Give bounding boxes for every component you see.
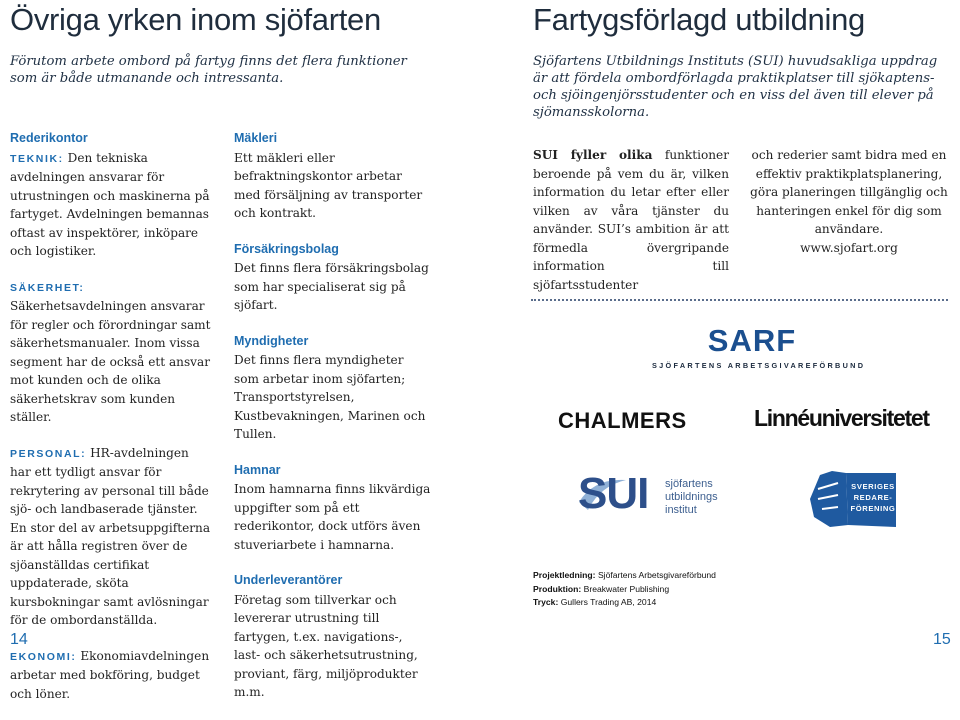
text-underleverantorer: Företag som tillverkar och levererar utrustning till fartygen, t.ex. navigations-, last- och säkerhetsutrustning, proviant, färg, miljöprodukter m.m.: [234, 592, 418, 699]
text-sakerhet: Säkerhetsavdelningen ansvarar för regler och förordningar samt säkerhetsmanualer. Inom vissa segment har de också ett ansvar mot kunden och de olika säkerhetskrav som kunden ställer.: [10, 299, 211, 424]
left-page-title: Övriga yrken inom sjöfarten: [10, 2, 381, 37]
text-makleri: Ett mäkleri eller befraktningskontor arbetar med försäljning av transporter och kontrakt.: [234, 150, 423, 220]
sui-text-cont: och rederier samt bidra med en effektiv praktikplatsplanering, göra planeringen tillgänglig och hanteringen enkel för dig som användare.: [750, 148, 948, 236]
page-number-left: 14: [10, 631, 28, 648]
text-myndigheter: Det finns flera myndigheter som arbetar inom sjöfarten; Transportstyrelsen, Kustbevakningen, Marinen och Tullen.: [234, 353, 426, 441]
redareforening-wordmark: SVERIGES REDARE- FÖRENING: [850, 482, 896, 513]
credit-projektledning: Projektledning: Sjöfartens Arbetsgivareförbund: [533, 570, 716, 580]
sui-lead-bold: SUI fyller olika: [533, 148, 653, 162]
heading-myndigheter: Myndigheter: [234, 333, 309, 348]
sarf-subtitle: SJÖFARTENS ARBETSGIVAREFÖRBUND: [652, 361, 866, 370]
label-teknik: TEKNIK:: [10, 152, 64, 165]
text-personal: HR-avdelningen har ett tydligt ansvar för rekrytering av personal till både sjö- och landbaserade tjänster. En stor del av arbetsuppgifterna är att hålla registren över de sjöanställdas certifikat uppdaterade, sköta kursbokningar samt avlösningar för de ombordanställda.: [10, 445, 211, 627]
heading-rederikontor: Rederikontor: [10, 131, 88, 145]
label-personal: PERSONAL:: [10, 447, 87, 460]
left-page-intro: Förutom arbete ombord på fartyg finns det flera funktioner som är både utmanande och intressanta.: [10, 54, 407, 86]
column-organisations: [234, 129, 432, 719]
column-departments: [10, 129, 212, 720]
page-number-right: 15: [933, 631, 951, 648]
credit-tryck: Tryck: Gullers Trading AB, 2014: [533, 597, 657, 607]
heading-hamnar: Hamnar: [234, 462, 281, 477]
credit-produktion: Produktion: Breakwater Publishing: [533, 583, 670, 594]
sarf-wordmark: SARF: [707, 323, 797, 358]
sui-wordmark: SUI: [578, 469, 649, 518]
text-teknik: Den tekniska avdelningen ansvarar för utrustningen och maskinerna på fartyget. Avdelningen bemannas oftast av inspektörer, inköpare och logistiker.: [10, 150, 210, 258]
chalmers-logo: CHALMERS: [558, 408, 687, 433]
right-page-title: Fartygsförlagd utbildning: [533, 2, 865, 37]
sveriges-redareforening-logo: [808, 469, 898, 529]
sui-logo: [576, 470, 736, 526]
label-ekonomi: EKONOMI:: [10, 650, 77, 663]
column-sui-text-cont: [748, 146, 950, 257]
column-sui-text: [533, 146, 729, 294]
text-hamnar: Inom hamnarna finns likvärdiga uppgifter som på ett rederikontor, dock utförs även stuveriarbete i hamnarna.: [234, 482, 431, 552]
heading-underleverantorer: Underleverantörer: [234, 573, 343, 587]
sui-institute-name: sjöfartens utbildnings institut: [665, 478, 718, 516]
credits-block: [533, 569, 833, 610]
right-page-intro: Sjöfartens Utbildnings Instituts (SUI) huvudsakliga uppdrag är att fördela ombordförlagda praktikplatser till sjökaptens- och sjöingenjörsstudenter och en viss del även till elever på sjömansskolorna.: [533, 54, 938, 120]
text-ekonomi: Ekonomiavdelningen arbetar med bokföring, budget och löner.: [10, 648, 210, 701]
linneuniversitetet-logo: Linnéuniversitetet: [754, 405, 929, 431]
label-sakerhet: SÄKERHET:: [10, 281, 85, 294]
heading-makleri: Mäkleri: [234, 131, 278, 145]
text-forsakringsbolag: Det finns flera försäkringsbolag som har specialiserat sig på sjöfart.: [234, 261, 429, 312]
sjofart-url[interactable]: www.sjofart.org: [800, 240, 898, 255]
dotted-divider: [531, 299, 948, 301]
sarf-logo: [652, 323, 866, 370]
heading-forsakringsbolag: Försäkringsbolag: [234, 241, 339, 256]
sui-text: funktioner beroende på vem du är, vilken information du letar efter eller vilken av våra tjänster du använder. SUI’s ambition är att förmedla övergripande information till sjöfartsstudenter: [533, 148, 729, 292]
